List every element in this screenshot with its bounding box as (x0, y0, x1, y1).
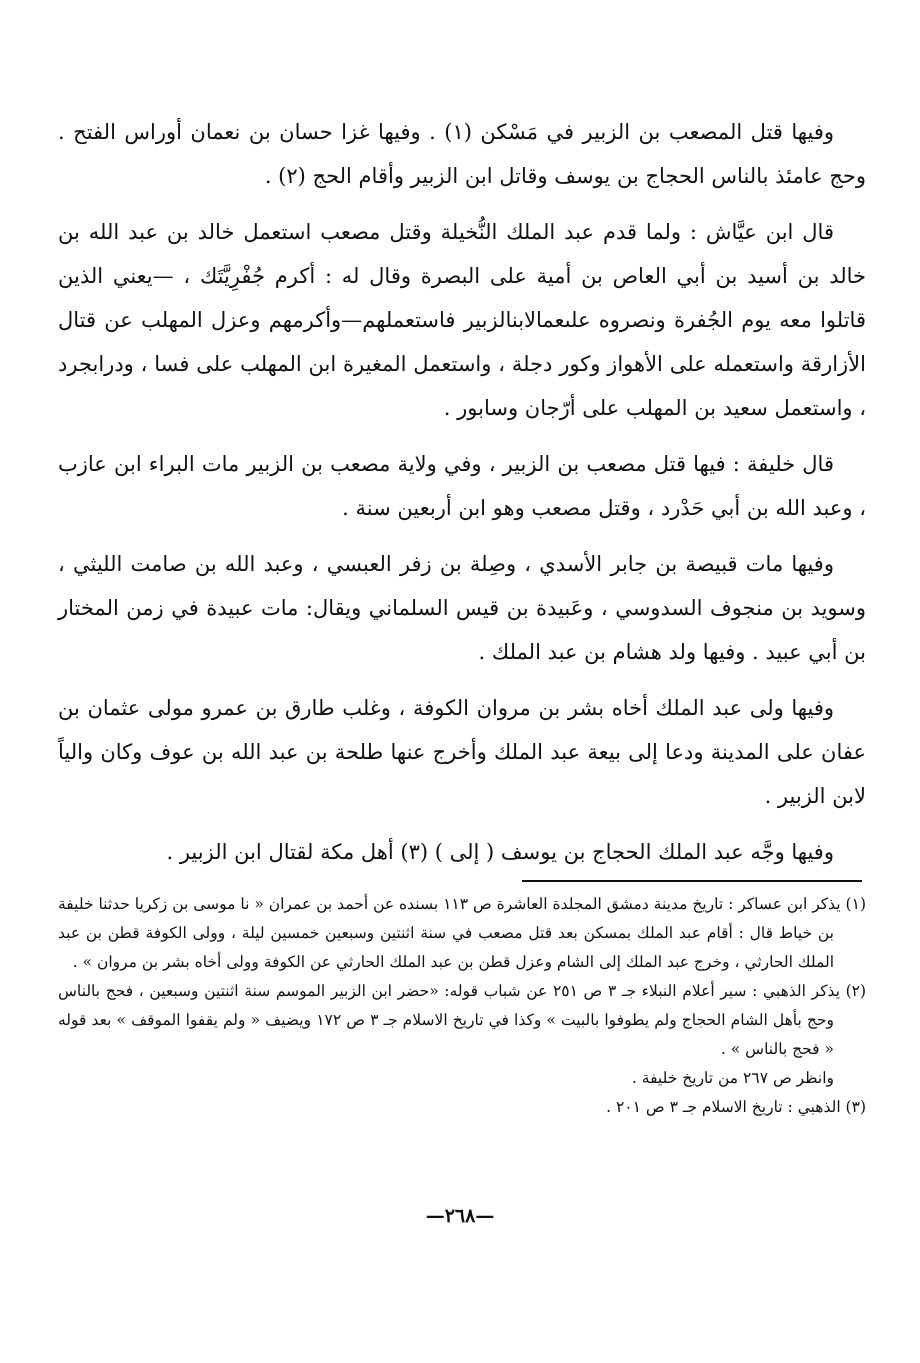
paragraph: قال ابن عيَّاش : ولما قدم عبد الملك النُّخيلة وقتل مصعب استعمل خالد بن عبد الله بن خالد بن أسيد بن أبي العاص بن أمية على البصرة وقال له : أكرم جُفْرِيَّتَك ، —يعني الذين قاتلوا معه يوم الجُفرة ونصروه علىعمالابنالزبير فاستعملهم—وأكرمهم وعزل المهلب عن قتال الأزارقة واستعمله على الأهواز وكور دجلة ، واستعمل المغيرة ابن المهلب على فسا ، ودرابجرد ، واستعمل سعيد بن المهلب على أرّجان وسابور . (58, 220, 866, 420)
paragraph: قال خليفة : فيها قتل مصعب بن الزبير ، وفي ولاية مصعب بن الزبير مات البراء ابن عازب ، وعبد الله بن أبي حَدْرد ، وقتل مصعب وهو ابن أربعين سنة . (58, 452, 866, 520)
footnote-divider (522, 880, 862, 882)
footnote-3: (٣) الذهبي : تاريخ الاسلام جـ ٣ ص ٢٠١ . (606, 1098, 866, 1116)
main-text-body (58, 110, 866, 886)
paragraph: وفيها وجَّه عبد الملك الحجاج بن يوسف ( إلى ) (٣) أهل مكة لقتال ابن الزبير . (166, 840, 834, 864)
paragraph: وفيها قتل المصعب بن الزبير في مَسْكن (١) . وفيها غزا حسان بن نعمان أوراس الفتح . وحج عامئذ بالناس الحجاج بن يوسف وقاتل ابن الزبير وأقام الحج (٢) . (58, 120, 866, 188)
footnote-2-continuation: وانظر ص ٢٦٧ من تاريخ خليفة . (631, 1069, 834, 1087)
page-number: —٢٦٨— (425, 1205, 495, 1227)
footnote-2: (٢) يذكر الذهبي : سير أعلام النبلاء جـ ٣ ص ٢٥١ عن شباب قوله: «حضر ابن الزبير الموسم سنة اثنتين وسبعين ، فحج بالناس وحج بأهل الشام الحجاج ولم يطوفوا بالبيت » وكذا في تاريخ الاسلام جـ ٣ ص ١٧٢ ويضيف « ولم يقفوا الموقف » بعد قوله « فحج بالناس » . (58, 982, 867, 1058)
paragraph: وفيها مات قبيصة بن جابر الأسدي ، وصِلة بن زفر العبسي ، وعبد الله بن صامت الليثي ، وسويد بن منجوف السدوسي ، وعَبيدة بن قيس السلماني ويقال: مات عبيدة في زمن المختار بن أبي عبيد . وفيها ولد هشام بن عبد الملك . (58, 552, 866, 664)
paragraph: وفيها ولى عبد الملك أخاه بشر بن مروان الكوفة ، وغلب طارق بن عمرو مولى عثمان بن عفان على المدينة ودعا إلى بيعة عبد الملك وأخرج عنها طلحة بن عبد الله بن عوف وكان والياً لابن الزبير . (58, 696, 866, 808)
footnote-1: (١) يذكر ابن عساكر : تاريخ مدينة دمشق المجلدة العاشرة ص ١١٣ بسنده عن أحمد بن عمران « نا موسى بن زكريا حدثنا خليفة بن خياط قال : أقام عبد الملك بمسكن بعد قتل مصعب في سنة اثنتين وسبعين خمسين ليلة ، وولى الكوفة قطن بن عبد الملك الحارثي ، وخرج عبد الملك إلى الشام وعزل قطن بن عبد الملك الحارثي عن الكوفة وولى أخاه بشر بن مروان » . (57, 895, 866, 971)
footnotes-section (58, 890, 866, 1122)
